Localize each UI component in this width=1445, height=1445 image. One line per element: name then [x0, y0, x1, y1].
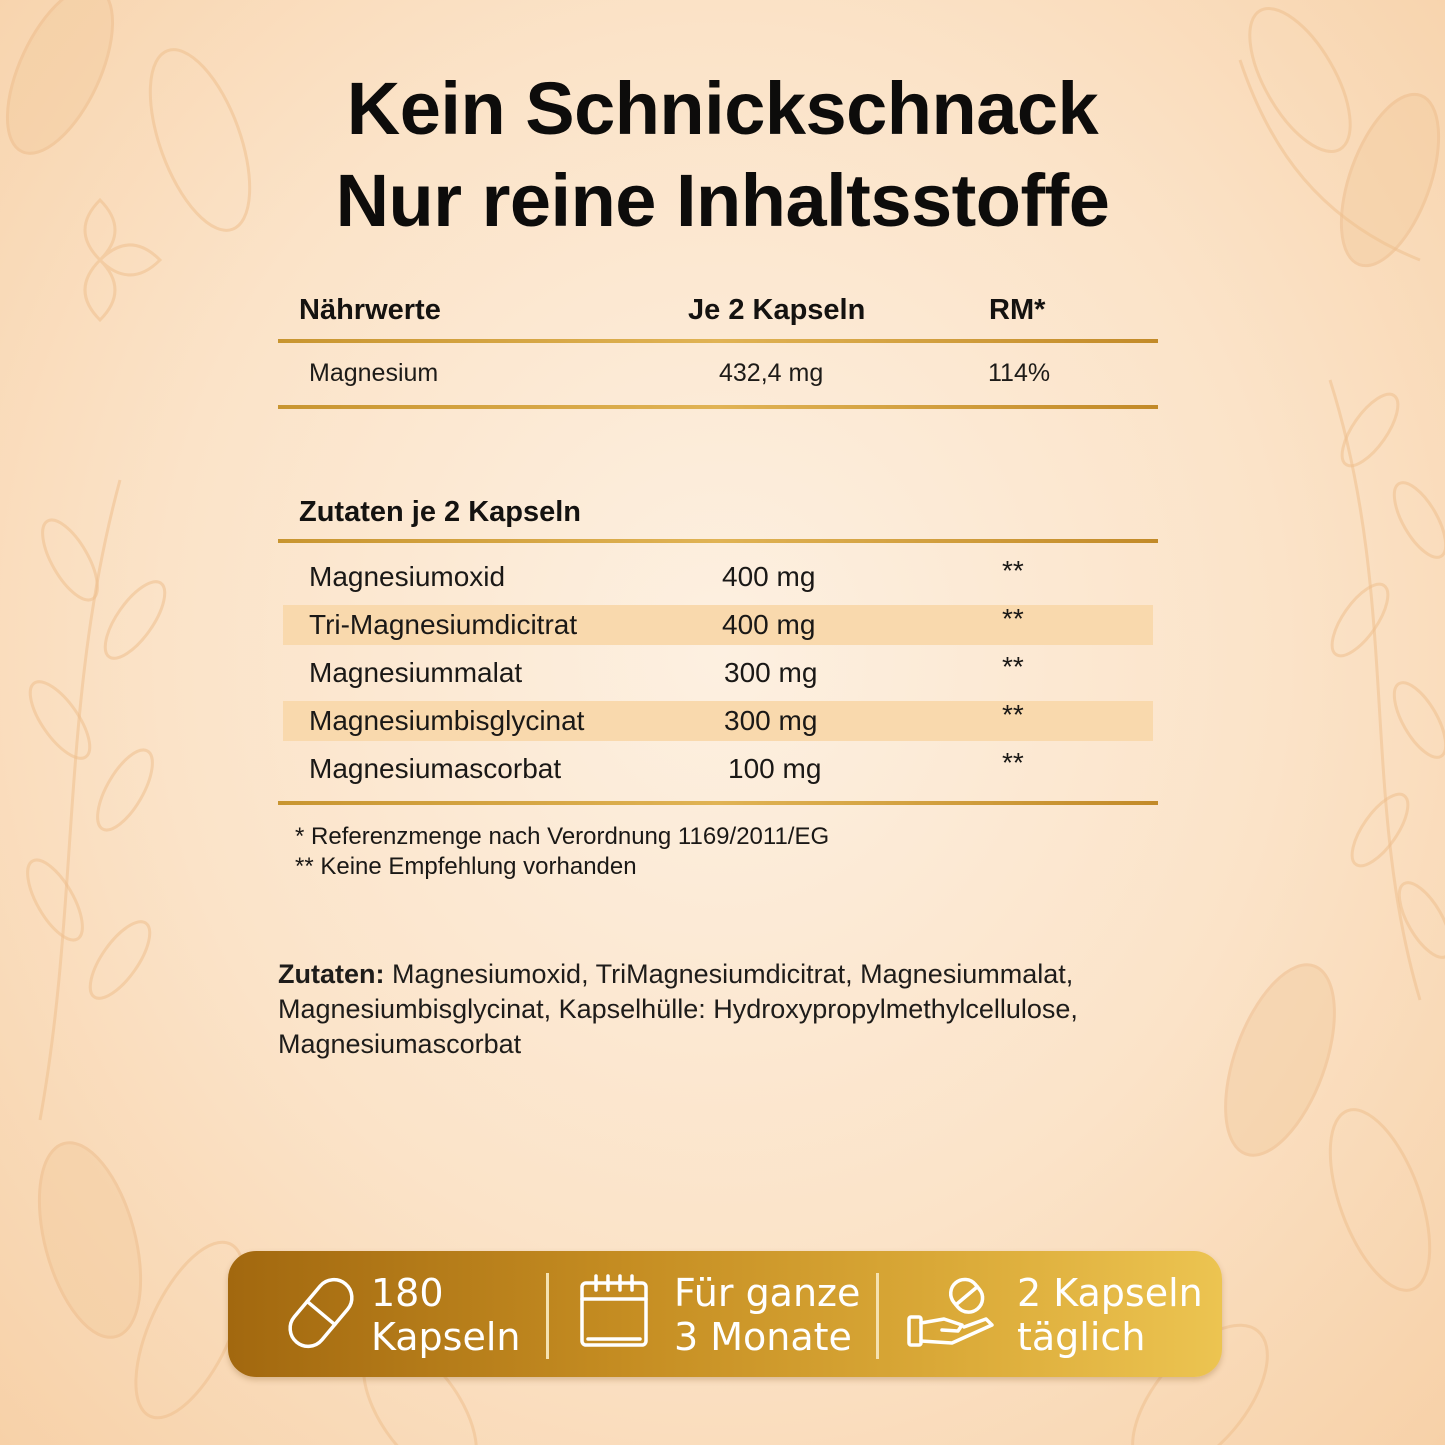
feature-daily-dose-line2: täglich — [1017, 1315, 1146, 1359]
nutrient-amount: 432,4 mg — [719, 359, 824, 387]
feature-capsule-line2: Kapseln — [371, 1315, 521, 1359]
feature-duration-line1: Für ganze — [674, 1271, 861, 1315]
banner-separator — [876, 1273, 879, 1359]
ingredient-name: Magnesiumbisglycinat — [309, 705, 585, 736]
nutrition-table — [278, 284, 1158, 409]
table-row — [278, 697, 1158, 745]
ingredient-name: Magnesiumascorbat — [309, 753, 562, 784]
header-rm: RM* — [989, 294, 1046, 326]
nutrient-name: Magnesium — [309, 359, 439, 387]
ingredient-amount: 300 mg — [724, 657, 818, 688]
feature-daily-dose-line1: 2 Kapseln — [1017, 1271, 1203, 1315]
feature-duration — [674, 1271, 860, 1359]
ingredient-rm: ** — [1002, 555, 1024, 586]
ingredient-amount: 400 mg — [722, 561, 816, 592]
table-row — [278, 553, 1158, 601]
ingredients-table-title: Zutaten je 2 Kapseln — [299, 496, 582, 528]
ingredients-table — [278, 486, 1158, 805]
ingredients-label: Zutaten: — [278, 959, 385, 989]
ingredient-rm: ** — [1002, 699, 1024, 730]
divider-line — [278, 405, 1158, 409]
table-row — [278, 649, 1158, 697]
ingredient-amount: 400 mg — [722, 609, 816, 640]
feature-daily-dose — [1017, 1271, 1203, 1359]
hand-capsule-icon — [906, 1273, 998, 1349]
feature-capsule-line1: 180 — [371, 1271, 444, 1315]
ingredient-rm: ** — [1002, 747, 1024, 778]
nutrition-table-header — [278, 284, 1158, 339]
ingredients-list: Magnesiumoxid, TriMagnesiumdicitrat, Magnesiummalat, Magnesiumbisglycinat, Kapselhülle: Hydroxypropylmethylcellulose, Magnesiumascorbat — [278, 959, 1078, 1059]
nutrient-rm: 114% — [988, 359, 1051, 387]
ingredient-amount: 100 mg — [728, 753, 822, 784]
table-row — [278, 601, 1158, 649]
calendar-icon — [578, 1273, 650, 1349]
ingredient-amount: 300 mg — [724, 705, 818, 736]
headline-line-1: Kein Schnickschnack — [346, 67, 1099, 150]
capsule-icon — [284, 1271, 358, 1355]
table-row — [278, 745, 1158, 793]
feature-duration-line2: 3 Monate — [674, 1315, 852, 1359]
ingredient-rm: ** — [1002, 651, 1024, 682]
footnote-no-recommendation: ** Keine Empfehlung vorhanden — [295, 853, 637, 880]
feature-banner — [228, 1251, 1222, 1377]
headline-line-2: Nur reine Inhaltsstoffe — [335, 159, 1110, 242]
header-je-2-kapseln: Je 2 Kapseln — [688, 294, 866, 326]
banner-separator — [546, 1273, 549, 1359]
divider-line — [278, 801, 1158, 805]
ingredients-table-header — [278, 486, 1158, 539]
ingredients-text — [278, 957, 1178, 1062]
ingredient-name: Magnesiumoxid — [309, 561, 506, 592]
feature-capsule-count — [371, 1271, 520, 1359]
ingredient-rm: ** — [1002, 603, 1024, 634]
header-naehrwerte: Nährwerte — [299, 294, 441, 326]
ingredient-name: Magnesiummalat — [309, 657, 523, 688]
table-row — [278, 343, 1158, 405]
footnote-reference: * Referenzmenge nach Verordnung 1169/2011/EG — [295, 823, 830, 850]
ingredient-name: Tri-Magnesiumdicitrat — [309, 609, 578, 640]
